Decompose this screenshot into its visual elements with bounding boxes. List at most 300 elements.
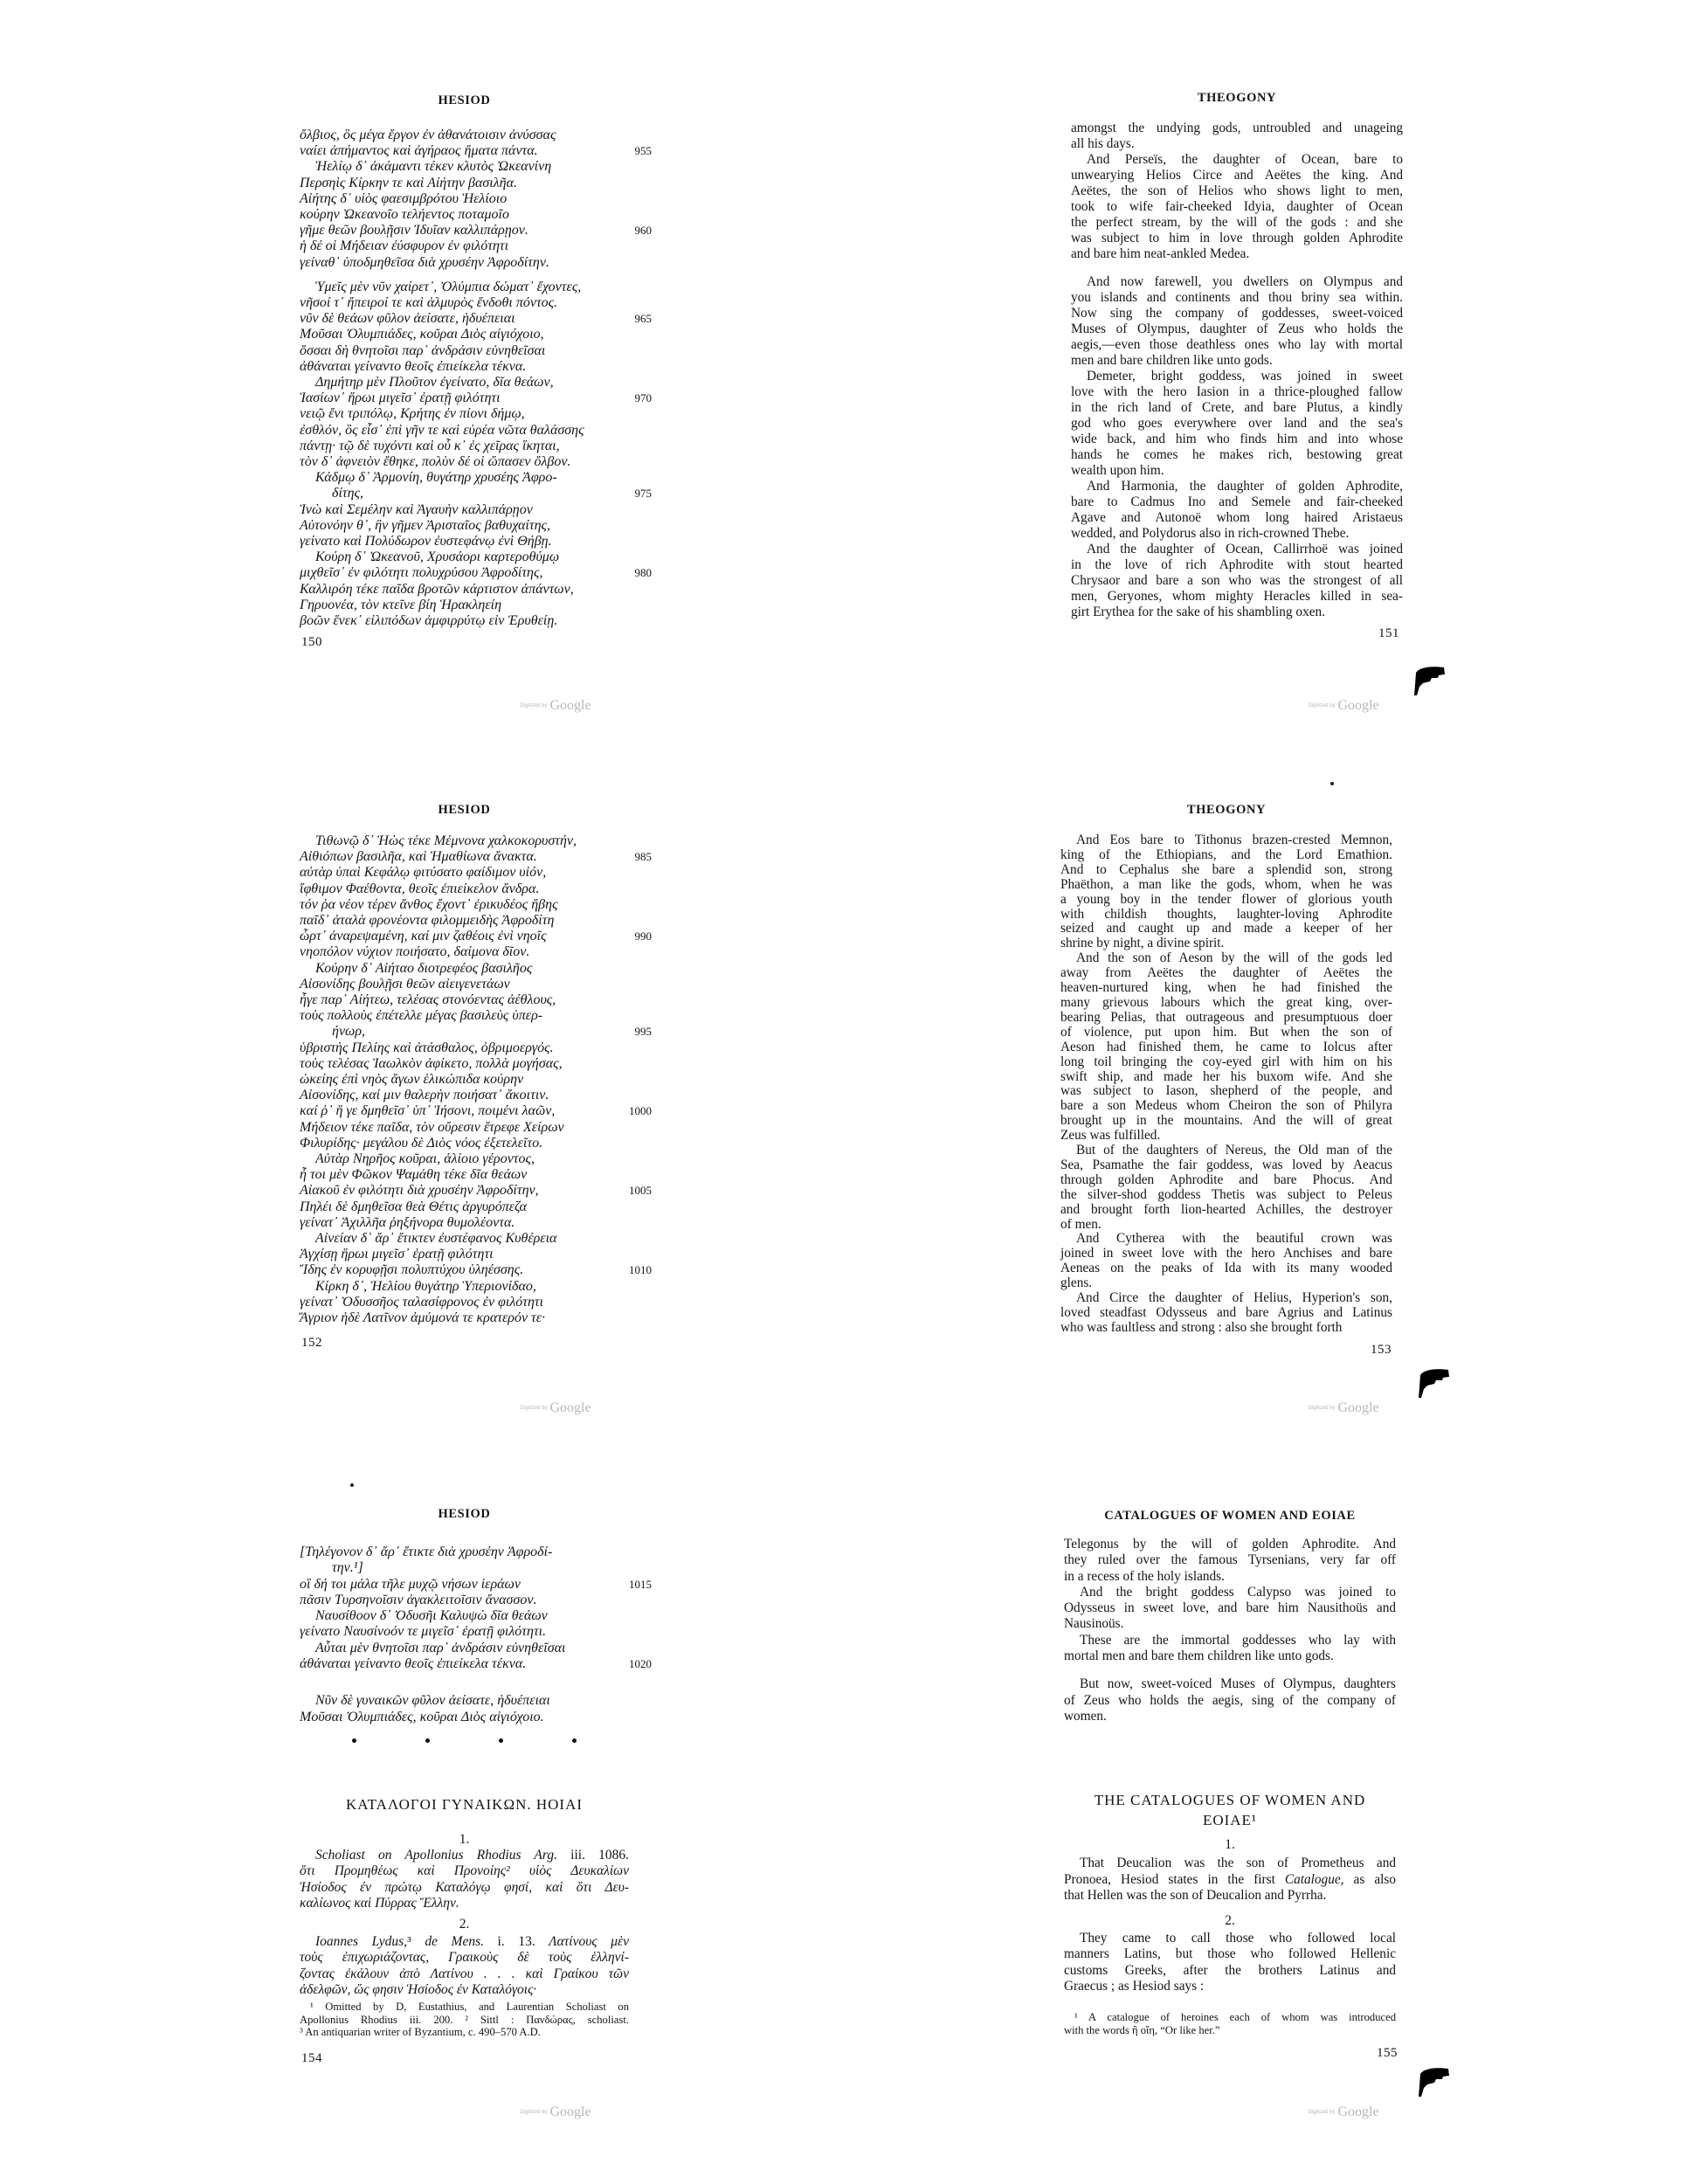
italic-text: de Mens. (425, 1934, 484, 1950)
text-line (1071, 557, 1403, 573)
text-line (1071, 573, 1403, 589)
line-text: was subject to him in love through golden Aphrodite (1071, 231, 1403, 245)
page-number: 152 (301, 1336, 322, 1350)
ornament-dot (572, 1738, 577, 1743)
verse-line (300, 280, 629, 295)
paragraph (300, 279, 652, 375)
verse-block (300, 833, 652, 1326)
line-number: 1005 (629, 1184, 652, 1198)
verse-line (300, 128, 629, 143)
text-line (1071, 290, 1403, 306)
verse-line-continuation (300, 1024, 652, 1040)
line-text: Telegonus by the will of golden Aphrodite. And (1064, 1537, 1396, 1552)
line-text: Αὐτονόην θ᾽, ἣν γῆμεν Ἀρισταῖος βαθυχαίτης, (300, 517, 551, 533)
scan-ink-blot-icon (1411, 666, 1446, 697)
text-line (1060, 863, 1392, 878)
watermark-prefix: Digitized by (520, 1406, 548, 1412)
running-header: HESIOD (438, 93, 491, 107)
section-title: THE CATALOGUES OF WOMEN AND (1094, 1792, 1366, 1809)
line-text: τόν ῥα νέον τέρεν ἄνθος ἔχοντ᾽ ἐρικυδέος ἥβης (300, 896, 558, 912)
text-line (1064, 1946, 1396, 1962)
text-line (1064, 1569, 1396, 1585)
line-text: παῖδ᾽ ἀταλὰ φρονέοντα φιλομμειδὴς Ἀφροδίτη (300, 913, 555, 929)
line-text: Πηλέι δὲ δμηθεῖσα θεὰ Θέτις ἀργυρόπεζα (300, 1199, 527, 1214)
paragraph (300, 2001, 629, 2039)
line-number: 995 (634, 1025, 652, 1039)
line-text: Αὐτὰρ Νηρῆος κοῦραι, ἁλίοιο γέροντος, (315, 1151, 535, 1167)
line-text: the silver-shod goddess Thetis was subject to Peleus (1060, 1186, 1392, 1202)
text-line (1071, 321, 1403, 337)
line-text: τοὺς τελέσας Ἰαωλκὸν ἀφίκετο, πολλὰ μογήσας, (300, 1055, 563, 1071)
line-text: Apollonius Rhodius iii. 200. ² Sittl : Πανδώρας, scholiast. (300, 2013, 629, 2026)
verse-line (300, 1120, 629, 1136)
line-text: of violence, put upon him. But when the son of (1060, 1024, 1392, 1040)
line-text: Ναυσίθοον δ᾽ Ὀδυσῆι Καλυψὼ δῖα θεάων (315, 1608, 548, 1624)
line-text: Aeëtes, the son of Helios who shows light to men, (1071, 183, 1403, 198)
paragraph (1060, 1232, 1392, 1291)
text-segment: i. 13. (483, 1934, 549, 1950)
footnotes-block (1064, 2011, 1396, 2036)
text-line (1071, 353, 1403, 369)
line-text: μιχθεῖσ᾽ ἐν φιλότητι πολυχρύσου Ἀφροδίτης, (300, 565, 543, 581)
line-text: ὑβριστὴς Πελίης καὶ ἀτάσθαλος, ὀβριμοεργός. (300, 1040, 554, 1055)
line-text: ¹ Omitted by D, Eustathius, and Laurentian Scholiast on (310, 2001, 629, 2014)
verse-line (300, 534, 629, 549)
line-text: unwearying Helios Circe and Aeëtes the king. And (1071, 168, 1403, 183)
line-text: Ἰασίων᾽ ἥρωι μιγεῖσ᾽ ἐρατῇ φιλότητι (300, 390, 501, 406)
text-line (1060, 951, 1392, 966)
paragraph (300, 833, 652, 961)
text-line (1064, 1979, 1396, 1994)
text-line (1060, 848, 1392, 863)
line-text: βοῶν ἕνεκ᾽ εἰλιπόδων ἀμφιρρύτῳ εἰν Ἐρυθείῃ. (300, 613, 558, 629)
verse-line (300, 359, 629, 375)
left-page (300, 1505, 652, 2065)
prose-block (300, 1934, 629, 1998)
running-header: THEOGONY (1197, 91, 1277, 105)
italic-text: Catalogue, (1284, 1871, 1344, 1887)
line-text: κούρην Ὠκεανοῖο τελήεντος ποταμοῖο (300, 207, 509, 223)
watermark-prefix: Digitized by (520, 2110, 548, 2116)
verse-line (300, 1279, 629, 1295)
prose-block (1064, 1931, 1396, 1994)
line-text: Γηρυονέα, τὸν κτεῖνε βίη Ἡρακληείη (300, 597, 502, 612)
text-line (1064, 1963, 1396, 1979)
line-text: Καλλιρόη τέκε παῖδα βροτῶν κάρτιστον ἁπάντων, (300, 581, 574, 597)
line-text: god who goes everywhere over land and the sea's (1071, 416, 1403, 431)
watermark-prefix: Digitized by (1308, 1406, 1336, 1412)
line-text: ἴφθιμον Φαέθοντα, θεοῖς ἐπιείκελον ἄνδρα. (300, 881, 540, 896)
line-text: And the daughter of Ocean, Callirrhoë was joined (1087, 542, 1403, 556)
text-line (1060, 878, 1392, 893)
line-number: 960 (634, 224, 652, 238)
text-line (1060, 981, 1392, 996)
verse-line (300, 1693, 629, 1709)
line-text: of men. (1060, 1216, 1102, 1232)
line-text: girt Erythea for the sake of his shambling oxen. (1071, 605, 1325, 619)
line-text: Agave and Autonoë whom long haired Aristaeus (1071, 510, 1403, 525)
watermark-brand: Google (549, 1400, 591, 1416)
paragraph (300, 1151, 652, 1231)
verse-line (300, 1624, 629, 1640)
verse-line (300, 849, 652, 865)
verse-line (300, 1310, 629, 1326)
line-text: customs Greeks, after the brothers Latinus and (1064, 1962, 1396, 1978)
line-text: τοὺς πολλοὺς ἐπέτελλε μέγας βασιλεὺς ὑπερ- (300, 1008, 543, 1024)
paragraph (300, 1934, 629, 1998)
line-text: men, Geryones, whom mighty Heracles killed in sea- (1071, 589, 1403, 604)
text-line (1071, 463, 1403, 479)
line-text: Κούρην δ᾽ Αἰήταο διοτρεφέος βασιλῆος (315, 960, 533, 976)
numbering-block (1064, 1913, 1396, 1929)
text-line (1060, 1158, 1392, 1173)
text-segment: Pronoea, Hesiod states in the first (1064, 1871, 1285, 1887)
text-line (1064, 1600, 1396, 1616)
line-text: ἀθάναται γείναντο θεοῖς ἐπιείκελα τέκνα. (300, 358, 527, 374)
paragraph (1071, 479, 1403, 542)
text-line (1071, 121, 1403, 136)
verse-line (300, 1136, 629, 1151)
text-line (1060, 1218, 1392, 1233)
paragraph (300, 1231, 652, 1279)
text-line (1060, 1114, 1392, 1129)
text-line (300, 1863, 629, 1879)
line-text: Ἰνὼ καὶ Σεμέλην καὶ Ἀγαυὴν καλλιπάρῃον (300, 501, 533, 517)
line-text: bare a son Medeus whom Cheiron the son of Philyra (1060, 1098, 1392, 1114)
line-text: bare to Cadmus Ino and Semele and fair-cheeked (1071, 494, 1403, 509)
line-text: ἀθάναται γείναντο θεοῖς ἐπιείκελα τέκνα. (300, 1656, 527, 1672)
text-line (1071, 183, 1403, 199)
ornament-dot (425, 1738, 430, 1743)
line-text: [Τηλέγονον δ᾽ ἄρ᾽ ἔτικτε διὰ χρυσέην Ἀφροδί- (300, 1545, 553, 1559)
verse-line (300, 944, 629, 960)
line-text: ἀδελφῶν, ὥς φησιν Ἡσίοδος ἐν Καταλόγοις· (300, 1982, 537, 1998)
right-page (1060, 801, 1392, 1357)
verse-line (300, 1656, 652, 1672)
text-line (1071, 306, 1403, 321)
line-text: Ὑμεῖς μὲν νῦν χαίρετ᾽, Ὀλύμπια δώματ᾽ ἔχοντες, (315, 279, 582, 294)
verse-line (300, 1593, 629, 1608)
line-number: 965 (634, 312, 652, 326)
verse-line (300, 1262, 652, 1278)
line-text: Odysseus in sweet love, and bare him Nausithoüs and (1064, 1600, 1396, 1616)
line-text: γῆμε θεῶν βουλῇσιν Ἰδυῖαν καλλιπάρῃον. (300, 223, 528, 238)
verse-line (300, 1608, 629, 1624)
paragraph (1064, 1537, 1396, 1585)
line-text: took to wife fair-cheeked Idyia, daughter of Ocean (1071, 199, 1403, 214)
line-text: they ruled over the famous Tyrsenians, very far off (1064, 1552, 1396, 1568)
line-text: πᾶσιν Τυρσηνοῖσιν ἀγακλειτοῖσιν ἄνασσον. (300, 1592, 537, 1607)
text-segment: iii. 1086. (556, 1847, 629, 1863)
verse-line (300, 1295, 629, 1310)
verse-line (300, 1545, 629, 1560)
text-line (1071, 479, 1403, 494)
line-text: with the words ἢ οἵη, “Or like her.” (1064, 2023, 1220, 2036)
line-text: ὦρτ᾽ ἀναρεψαμένη, καί μιν ζαθέοις ἐνὶ νηοῖς (300, 929, 547, 944)
fragment-number: 1. (1225, 1837, 1235, 1853)
line-text: καλίωνος καὶ Πύρρας Ἕλλην. (300, 1895, 459, 1911)
paragraph (300, 375, 652, 470)
paragraph (300, 159, 652, 270)
text-line (300, 2001, 629, 2014)
line-text: aegis,—even those deathless ones who lay with mortal (1071, 337, 1403, 352)
line-text: ἐσθλόν, ὃς εἶσ᾽ ἐπὶ γῆν τε καὶ εὐρέα νῶτα θαλάσσης (300, 422, 584, 438)
text-line (1071, 589, 1403, 605)
line-text: Μοῦσαι Ὀλυμπιάδες, κοῦραι Διὸς αἰγιόχοιο. (300, 1709, 544, 1724)
line-text: ὅτι Προμηθέως καὶ Προνοίης² υἱὸς Δευκαλίων (300, 1863, 629, 1879)
line-text: manners Latins, but those who followed Hellenic (1064, 1946, 1396, 1962)
watermark-brand: Google (1337, 2105, 1379, 2120)
line-text: Κούρη δ᾽ Ὠκεανοῦ, Χρυσάορι καρτεροθύμῳ (315, 549, 560, 565)
paragraph (1064, 1676, 1396, 1724)
text-line (1071, 432, 1403, 447)
paragraph (300, 1545, 652, 1608)
paragraph (1064, 1856, 1396, 1904)
right-page (1071, 89, 1403, 640)
verse-line (300, 1247, 629, 1262)
line-text: And Eos bare to Tithonus brazen-crested Memnon, (1076, 833, 1392, 847)
verse-line (300, 454, 629, 470)
google-watermark (1308, 2105, 1378, 2120)
paragraph (300, 549, 652, 629)
line-text: They came to call those who followed local (1080, 1931, 1396, 1946)
text-line (300, 1982, 629, 1998)
line-text: Muses of Olympus, daughter of Zeus who holds the (1071, 321, 1403, 336)
text-line (1071, 168, 1403, 183)
verse-line (300, 1199, 629, 1215)
text-line (1060, 1011, 1392, 1026)
line-text: And the bright goddess Calypso was joined to (1080, 1584, 1396, 1600)
paragraph (1060, 833, 1392, 951)
verse-line (300, 549, 629, 565)
text-line (1060, 936, 1392, 951)
line-text: And now farewell, you dwellers on Olympus and (1087, 274, 1403, 289)
line-text: τοὺς ἐπιχωριάζοντας, Γραικοὺς δὲ τοὺς ἑλληνί- (300, 1950, 629, 1966)
line-number: 1000 (629, 1104, 652, 1118)
line-text: seized and caught up and made a keeper of her (1060, 921, 1392, 936)
verse-line (300, 1183, 652, 1199)
italic-text: Λατίνους μὲν (549, 1934, 629, 1950)
line-text: Κίρκη δ᾽, Ἠελίου θυγάτηρ Ὑπεριονίδαο, (315, 1278, 536, 1294)
watermark-prefix: Digitized by (1308, 2110, 1336, 2116)
line-text: wedded, and Polydorus also in rich-crowned Thebe. (1071, 526, 1350, 541)
line-text: Graecus ; as Hesiod says : (1064, 1979, 1205, 1994)
verse-line (300, 1151, 629, 1167)
text-line (1060, 966, 1392, 981)
line-text: νῆσοί τ᾽ ἤπειροί τε καὶ ἁλμυρὸς ἔνδοθι πόντος. (300, 295, 558, 311)
paragraph (1071, 542, 1403, 620)
verse-line (300, 1710, 629, 1725)
line-number: 1020 (629, 1657, 652, 1671)
line-text: But now, sweet-voiced Muses of Olympus, daughters (1080, 1676, 1396, 1692)
verse-line-continuation (300, 1560, 629, 1576)
line-text: ἦ τοι μὲν Φῶκον Ψαμάθη τέκε δῖα θεάων (300, 1167, 528, 1183)
line-text: Αἰνείαν δ᾽ ἄρ᾽ ἔτικτεν ἐυστέφανος Κυθέρεια (315, 1231, 557, 1247)
line-text: But of the daughters of Nereus, the Old man of the (1076, 1143, 1392, 1158)
text-line (1064, 1633, 1396, 1648)
verse-line (300, 1215, 629, 1231)
text-line (1060, 1188, 1392, 1203)
line-text: the perfect stream, by the will of the gods : and she (1071, 215, 1403, 230)
line-text: ζοντας ἐκάλουν ἀπὸ Λατίνου . . . καὶ Γραίκου τῶν (300, 1966, 629, 1981)
line-text: τὸν δ᾽ ἀφνειὸν ἔθηκε, πολὺν δέ οἱ ὤπασεν ὄλβον. (300, 454, 571, 470)
paragraph (1060, 1144, 1392, 1232)
text-line (1064, 1888, 1396, 1904)
line-text: men and bare children like unto gods. (1071, 353, 1273, 368)
section-title: ΚΑΤΑΛΟΓΟΙ ΓΥΝΑΙΚΩΝ. ΗΟΙΑΙ (345, 1795, 584, 1813)
heading-block (1064, 1790, 1396, 1830)
line-text: you islands and continents and thou briny sea within. (1071, 290, 1403, 305)
text-line (1064, 1648, 1396, 1664)
line-text: καί ῥ᾽ ἥ γε δμηθεῖσ᾽ ὑπ᾽ Ἰήσονι, ποιμένι λαῶν, (300, 1103, 556, 1119)
verse-line (300, 439, 629, 454)
text-line (1064, 1931, 1396, 1946)
text-line (1060, 1026, 1392, 1040)
text-line (1071, 136, 1403, 152)
line-text: οἳ δή τοι μάλα τῆλε μυχῷ νήσων ἱεράων (300, 1576, 521, 1592)
verse-line (300, 406, 629, 422)
text-line (1060, 1173, 1392, 1188)
verse-line (300, 159, 629, 175)
line-text: of Zeus who holds the aegis, sing of the company of (1064, 1692, 1396, 1708)
line-text: ὅσσαι δὴ θνητοῖσι παρ᾽ ἀνδράσιν εὐνηθεῖσαι (300, 342, 546, 358)
line-text: γείνατ᾽ Ἀχιλλῆα ῥηξήνορα θυμολέοντα. (300, 1214, 515, 1230)
text-line (1060, 1232, 1392, 1247)
line-text: hands he comes he makes rich, bestowing great (1071, 447, 1403, 462)
numbering-block (300, 1917, 629, 1932)
verse-line (300, 913, 629, 929)
line-text: ὠκείης ἐπὶ νηὸς ἄγων ἑλικώπιδα κούρην (300, 1072, 524, 1088)
text-line (300, 1966, 629, 1982)
text-line (1064, 1552, 1396, 1568)
running-header: HESIOD (438, 1507, 491, 1521)
verse-block (300, 279, 652, 629)
left-page (300, 92, 652, 649)
prose-block (300, 1848, 629, 1911)
text-line (1071, 416, 1403, 432)
text-line (1071, 246, 1403, 262)
text-line (1060, 1129, 1392, 1144)
fragment-number: 1. (459, 1831, 470, 1847)
line-text: That Deucalion was the son of Prometheus and (1080, 1856, 1396, 1871)
text-line (1060, 1144, 1392, 1158)
line-text: νειῷ ἔνι τριπόλῳ, Κρήτης ἐν πίονι δήμῳ, (300, 406, 525, 422)
verse-line (300, 518, 629, 534)
line-text: Τιθωνῷ δ᾽ Ἠὼς τέκε Μέμνονα χαλκοκορυστήν, (315, 833, 577, 848)
verse-line (300, 311, 652, 327)
google-watermark (520, 2105, 590, 2120)
line-text: ³ An antiquarian writer of Byzantium, c. 490–570 A.D. (300, 2026, 541, 2039)
line-text: ἡ δέ οἱ Μήδειαν ἐύσφυρον ἐν φιλότητι (300, 238, 509, 254)
line-number: 980 (634, 566, 652, 580)
text-line (1060, 893, 1392, 908)
paragraph (1064, 1931, 1396, 1994)
line-text: loved steadfast Odysseus and bare Agrius and Latinus (1060, 1305, 1392, 1320)
line-text: ὄλβιος, ὃς μέγα ἔργον ἐν ἀθανάτοισιν ἀνύσσας (300, 128, 556, 142)
verse-line (300, 582, 629, 598)
line-text: shrine by night, a divine spirit. (1060, 936, 1225, 951)
right-page (1064, 1507, 1398, 2060)
text-line (1071, 526, 1403, 542)
text-line (1071, 231, 1403, 246)
text-line (1060, 1084, 1392, 1099)
text-line (1060, 1261, 1392, 1276)
prose-block (1064, 1856, 1396, 1904)
line-text: wide back, and him who finds him and into whose (1071, 432, 1403, 446)
line-text: brought up in the mountains. And the will of great (1060, 1113, 1392, 1129)
text-line (1064, 1537, 1396, 1552)
verse-line (300, 961, 629, 977)
line-text: Aeneas on the peaks of Ida with its many wooded (1060, 1261, 1392, 1276)
watermark-brand: Google (1337, 1400, 1379, 1416)
footnotes-block (300, 2001, 629, 2039)
ornament-dot (352, 1738, 356, 1743)
paragraph (300, 1608, 629, 1641)
verse-line (300, 1040, 629, 1056)
line-text: Ἠελίῳ δ᾽ ἀκάμαντι τέκεν κλυτὸς Ὠκεανίνη (315, 159, 552, 175)
running-header: HESIOD (438, 803, 491, 817)
verse-line (300, 1576, 652, 1593)
running-header: CATALOGUES OF WOMEN AND EOIAE (1104, 1509, 1356, 1523)
text-line (1071, 447, 1403, 463)
text-line (1064, 1676, 1396, 1692)
line-text: joined in sweet love with the hero Anchises and bare (1060, 1246, 1392, 1261)
line-text: and bare him neat-ankled Medea. (1071, 246, 1250, 261)
text-line (1060, 1321, 1392, 1336)
line-text: And the son of Aeson by the will of the gods led (1076, 950, 1392, 966)
line-text: την.¹] (332, 1560, 363, 1576)
text-line (1064, 1585, 1396, 1600)
text-line (1064, 1872, 1396, 1888)
text-line (1071, 510, 1403, 526)
left-page (300, 801, 652, 1350)
line-text: And to Cephalus she bare a splendid son, strong (1060, 861, 1392, 877)
line-text: a young boy in the tender flower of glorious youth (1060, 891, 1392, 907)
heading-block (300, 1794, 629, 1815)
verse-line (300, 1231, 629, 1247)
prose-block (1071, 121, 1403, 262)
text-line (1071, 215, 1403, 231)
line-text: Sea, Psamathe the fair goddess, was loved by Aeacus (1060, 1157, 1392, 1172)
text-line (1071, 274, 1403, 290)
line-number: 1010 (629, 1263, 652, 1277)
line-number: 985 (634, 850, 652, 864)
paragraph (300, 470, 652, 549)
paragraph (300, 1693, 629, 1725)
watermark-brand: Google (549, 2105, 591, 2120)
line-text: was subject to Iason, shepherd of the people, and (1060, 1083, 1392, 1099)
line-text: ¹ A catalogue of heroines each of whom was introduced (1074, 2011, 1396, 2024)
text-line (1060, 1203, 1392, 1218)
line-text: γείνατο Ναυσίνοόν τε μιγεῖσ᾽ ἐρατῇ φιλότητι. (300, 1624, 547, 1640)
paragraph (1071, 274, 1403, 369)
text-line (300, 1934, 629, 1950)
page-number: 151 (1378, 626, 1399, 640)
line-text: Περσηὶς Κίρκην τε καὶ Αἰήτην βασιλῆα. (300, 175, 517, 190)
scan-ink-blot-icon (1415, 1368, 1450, 1400)
verse-line (300, 295, 629, 311)
line-text: Ἀγχίσῃ ἥρωι μιγεῖσ᾽ ἐρατῇ φιλότητι (300, 1247, 494, 1262)
verse-block (300, 1693, 629, 1725)
verse-line (300, 613, 629, 629)
italic-text: Scholiast on Apollonius Rhodius Arg. (315, 1847, 557, 1863)
line-text: And Perseïs, the daughter of Ocean, bare to (1087, 152, 1403, 167)
verse-line (300, 977, 629, 992)
verse-line (300, 327, 629, 342)
text-line (1071, 369, 1403, 384)
text-line (1071, 337, 1403, 353)
italic-text: Ioannes Lydus, (315, 1934, 408, 1950)
